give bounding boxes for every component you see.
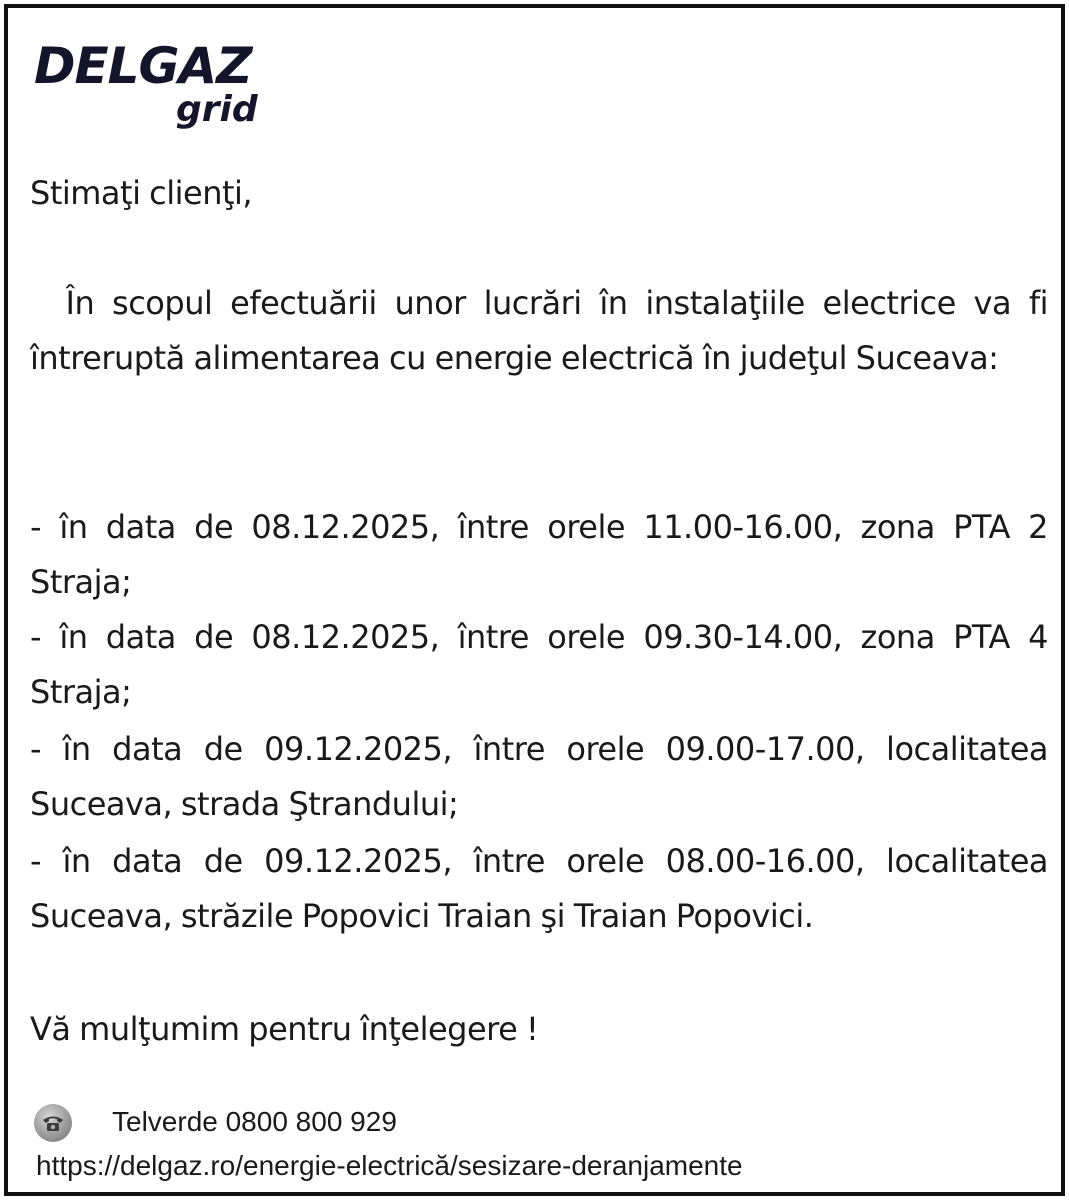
logo-subtitle: grid	[176, 89, 258, 130]
greeting: Stimaţi clienţi,	[30, 174, 253, 212]
logo-wordmark: DELGAZ	[34, 37, 252, 95]
thanks-message: Vă mulţumim pentru înţelegere !	[30, 1010, 539, 1048]
outage-item-3: - în data de 09.12.2025, între orele 09.00-17.00, localitatea Suceava, strada Ştrandului;	[30, 730, 1048, 823]
phone-icon	[34, 1104, 72, 1142]
notice-frame	[4, 4, 1065, 1196]
outage-item-1: - în data de 08.12.2025, între orele 11.00-16.00, zona PTA 2 Straja;	[30, 508, 1048, 601]
delgaz-grid-logo	[34, 36, 284, 136]
phone-number: Telverde 0800 800 929	[112, 1106, 397, 1137]
intro-paragraph	[30, 276, 1048, 386]
contact-phone-row	[32, 1100, 732, 1144]
outage-item-4: - în data de 09.12.2025, între orele 08.00-16.00, localitatea Suceava, străzile Popovici Traian şi Traian Popovici.	[30, 842, 1048, 935]
intro-text: În scopul efectuării unor lucrări în instalaţiile electrice va fi întreruptă alimentarea cu energie electrică în judeţul Suceava:	[30, 284, 1049, 377]
report-url-link[interactable]: https://delgaz.ro/energie-electrică/sesizare-deranjamente	[36, 1150, 743, 1181]
outage-item-2: - în data de 08.12.2025, între orele 09.30-14.00, zona PTA 4 Straja;	[30, 618, 1048, 711]
